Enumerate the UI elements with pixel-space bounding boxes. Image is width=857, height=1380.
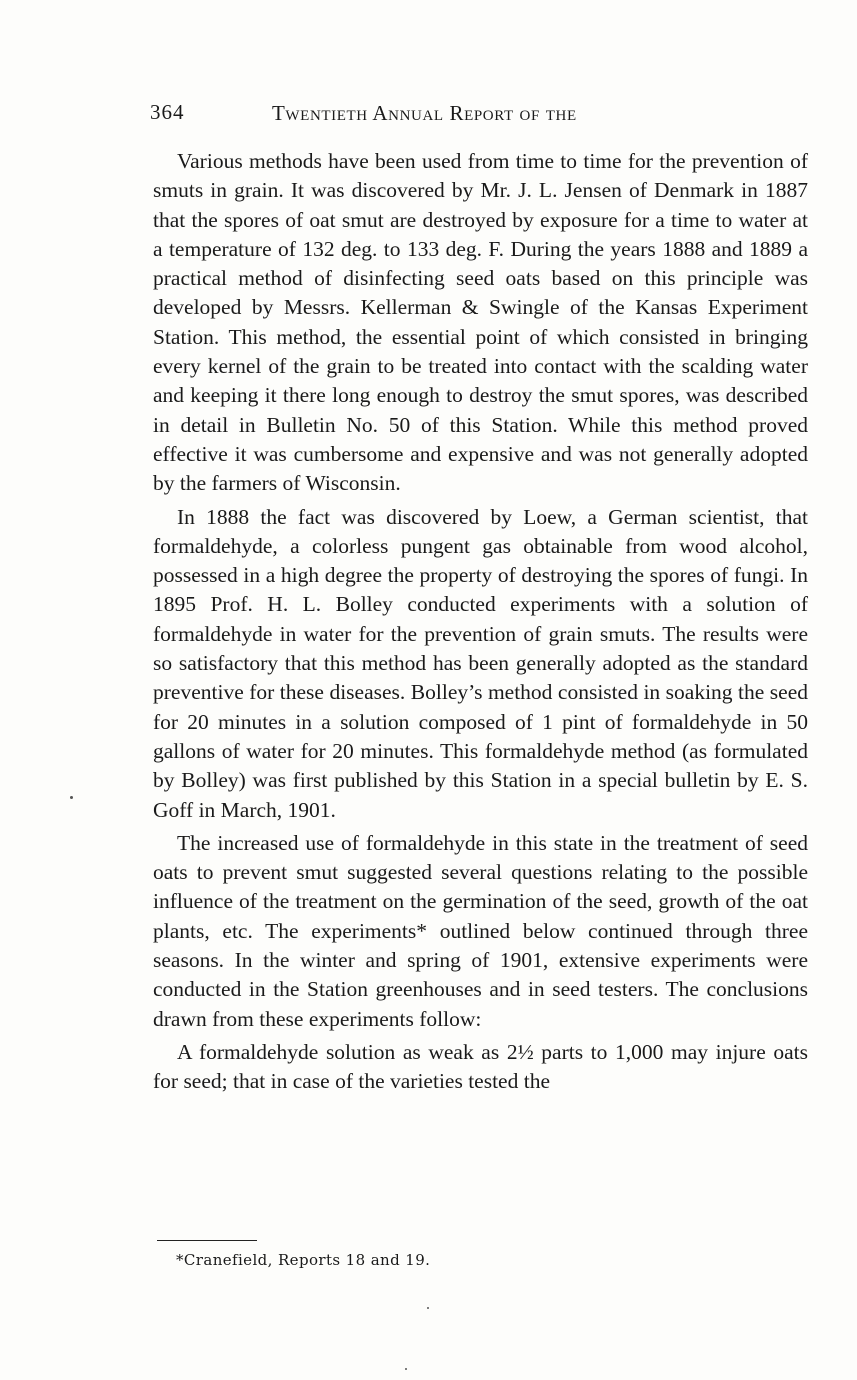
page-number: 364 bbox=[150, 100, 185, 124]
scan-speck bbox=[405, 1368, 407, 1370]
body-text bbox=[153, 147, 808, 1101]
paragraph-conclusions: A formaldehyde solution as weak as 2½ parts to 1,000 may injure oats for seed; that in case of the varieties tested the bbox=[153, 1039, 808, 1094]
paragraph-formaldehyde-discovery: In 1888 the fact was discovered by Loew, a German scientist, that formaldehyde, a colorless pungent gas obtainable from wood alcohol, possessed in a high degree the property of destroying the spores of fungi. In 1895 Prof. H. L. Bolley conducted experiments with a solution of formaldehyde in water for the prevention of grain smuts. The results were so satisfactory that this method has been generally adopted as the standard preventive for these diseases. Bolley’s method consisted in soaking the seed for 20 minutes in a solution composed of 1 pint of formaldehyde in 50 gallons of water for 20 minutes. This formaldehyde method (as formulated by Bolley) was first published by this Station in a special bulletin by E. S. Goff in March, 1901. bbox=[153, 504, 808, 822]
scan-speck bbox=[427, 1307, 429, 1309]
scan-speck bbox=[70, 796, 73, 799]
running-head bbox=[150, 100, 690, 130]
running-title: Twentieth Annual Report of the bbox=[272, 101, 577, 125]
paragraph-experiments: The increased use of formaldehyde in this state in the treatment of seed oats to prevent smut suggested several questions relating to the possible influence of the treatment on the germination of the seed, growth of the oat plants, etc. The experiments* outlined below continued through three seasons. In the winter and spring of 1901, extensive experiments were conducted in the Station greenhouses and in seed testers. The conclusions drawn from these experiments follow: bbox=[153, 830, 808, 1031]
paragraph-smut-prevention-history: Various methods have been used from time to time for the prevention of smuts in grain. It was discovered by Mr. J. L. Jensen of Denmark in 1887 that the spores of oat smut are destroyed by exposure for a time to water at a temperature of 132 deg. to 133 deg. F. During the years 1888 and 1889 a practical method of disinfecting seed oats based on this principle was developed by Messrs. Kellerman & Swingle of the Kansas Experiment Station. This method, the essential point of which consisted in bringing every kernel of the grain to be treated into contact with the scalding water and keeping it there long enough to destroy the smut spores, was described in detail in Bulletin No. 50 of this Station. While this method proved effective it was cumbersome and expensive and was not generally adopted by the farmers of Wisconsin. bbox=[153, 149, 808, 496]
footnote-rule bbox=[157, 1240, 257, 1241]
footnote: *Cranefield, Reports 18 and 19. bbox=[176, 1251, 431, 1269]
